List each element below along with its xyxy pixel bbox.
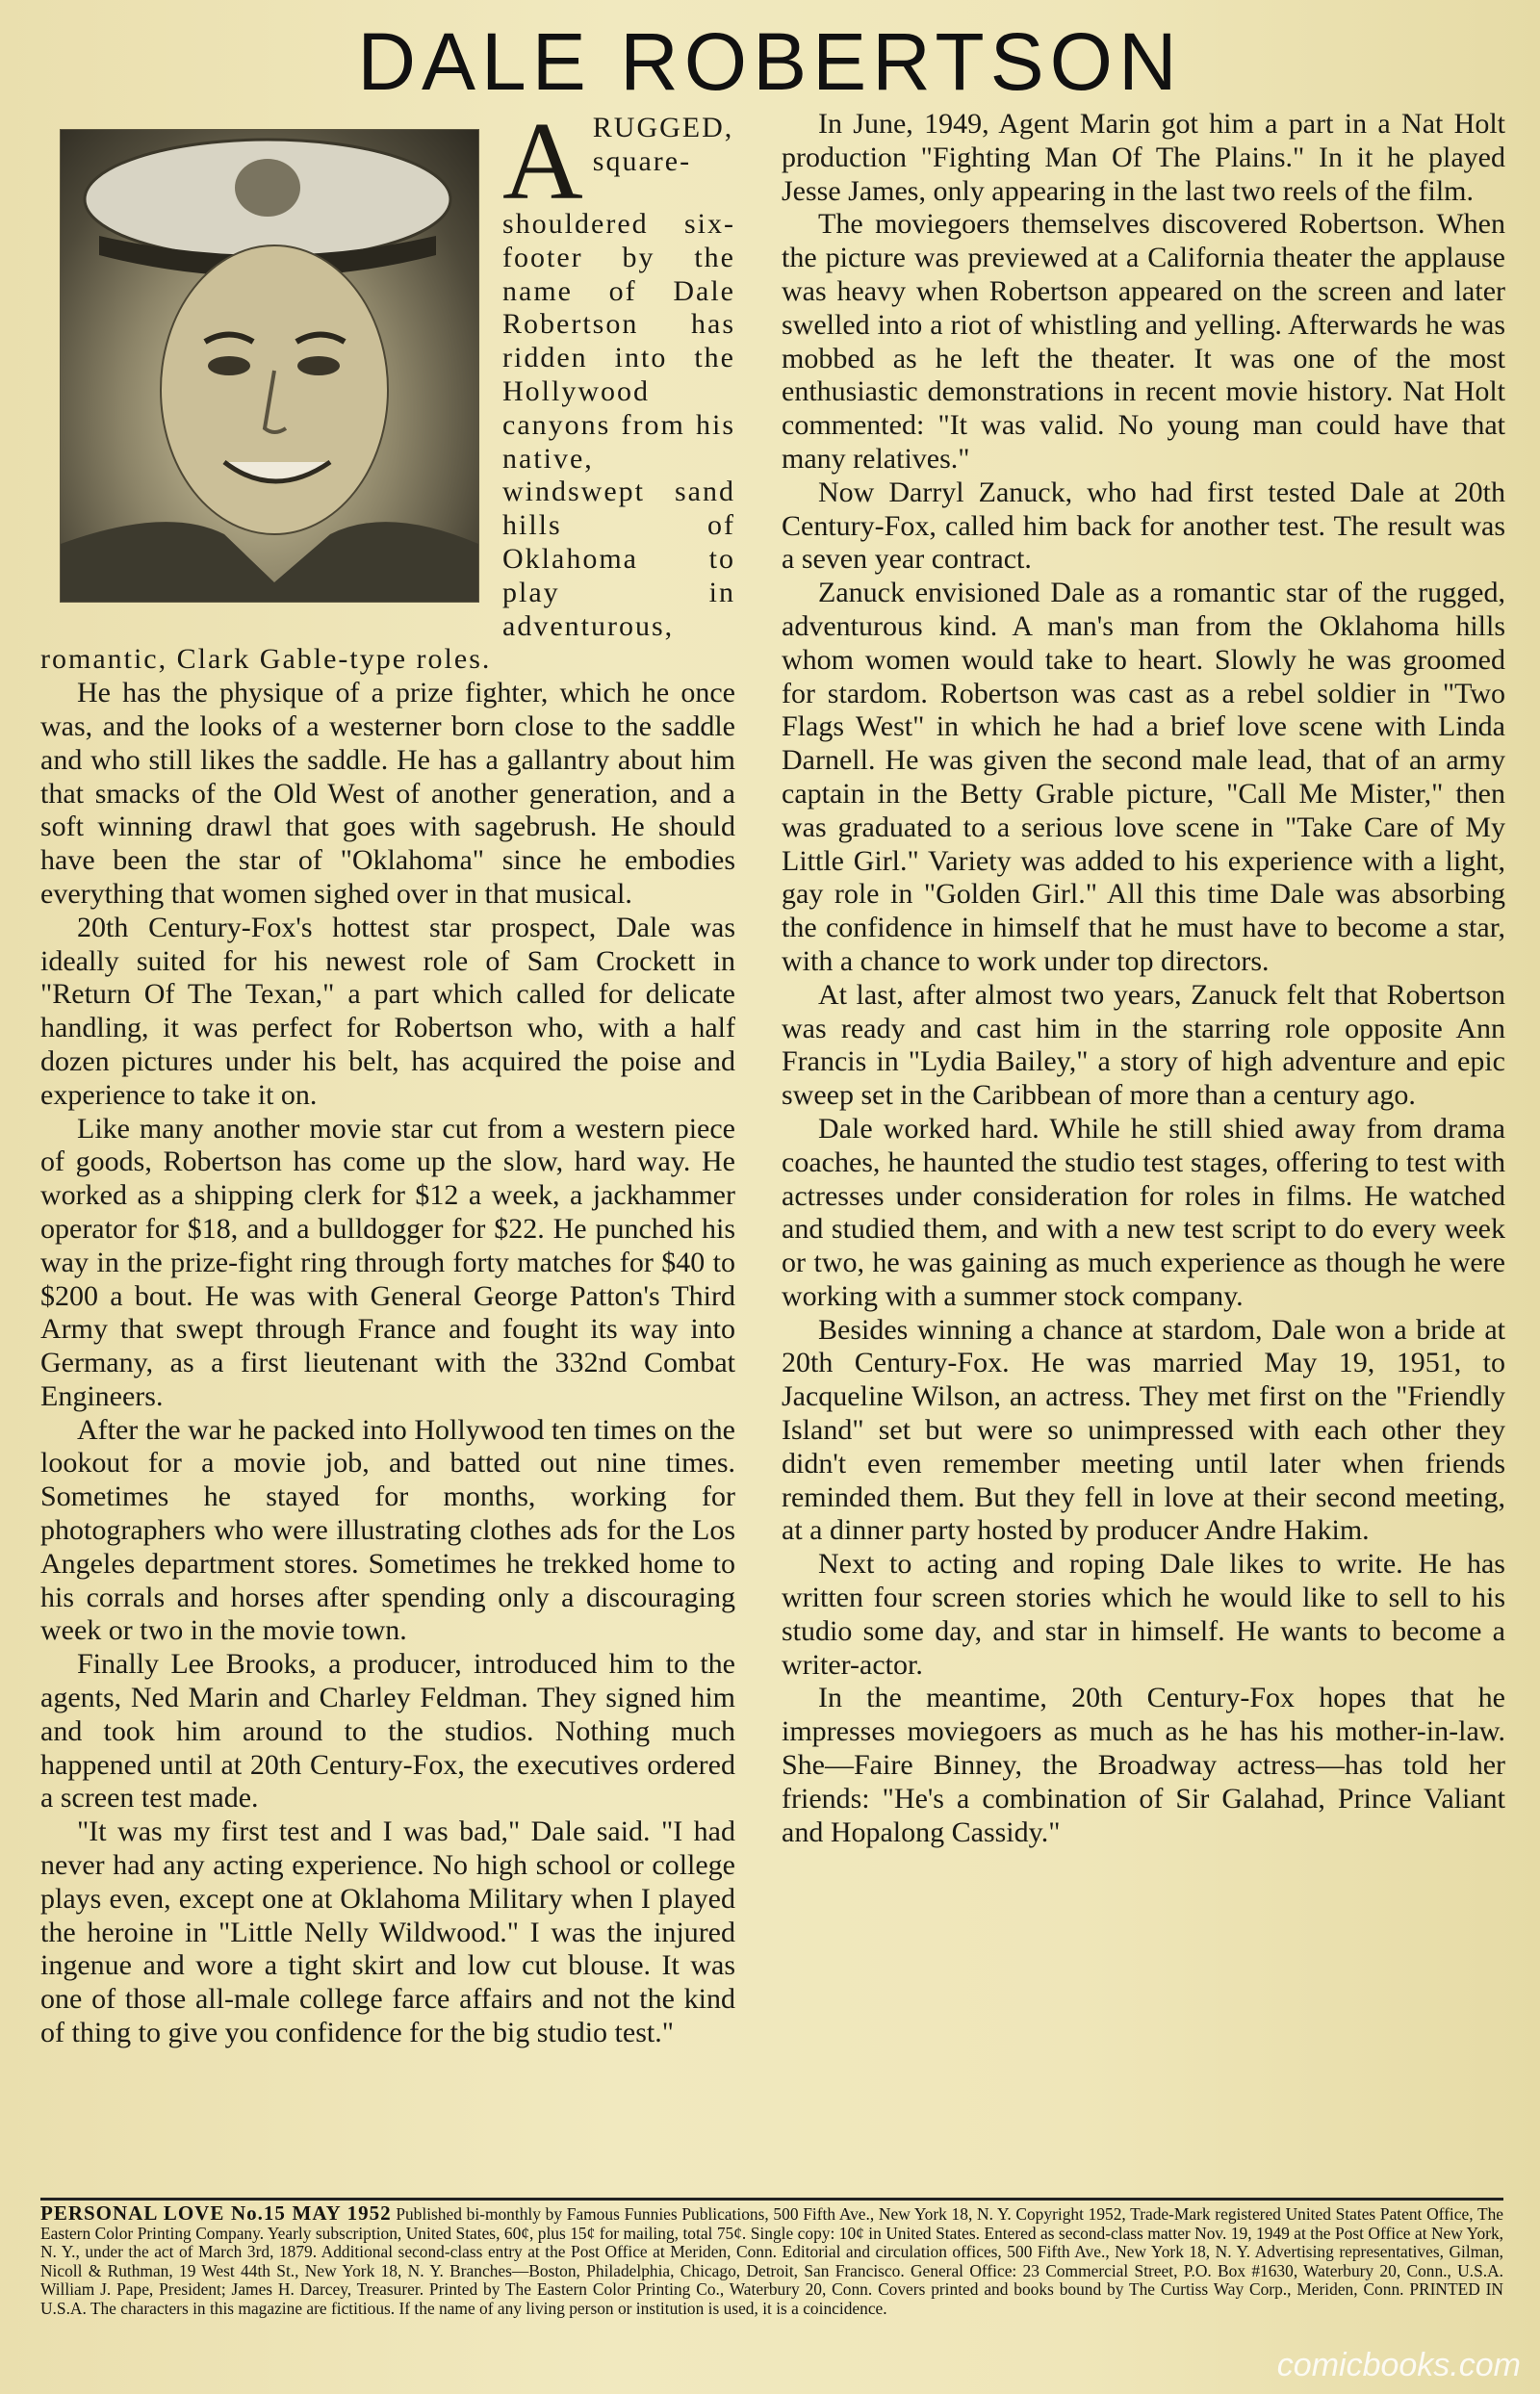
paragraph: Dale worked hard. While he still shied away from drama coaches, he haunted the studio test stages, offering to test with actresses under consideration for roles in films. He watched and studied them, and with a new test script to do every week or two, he was gaining as much experience as though he were working with a summer stock company. — [782, 1112, 1505, 1312]
paragraph: Besides winning a chance at stardom, Dale won a bride at 20th Century-Fox. He was married May 19, 1951, to Jacqueline Wilson, an actress. They met first on the "Friendly Island" set but were so unimpressed with each other they didn't even remember meeting until later when friends reminded them. But they fell in love at their second meeting, at a dinner party hosted by producer Andre Hakim. — [782, 1313, 1505, 1547]
paragraph: Finally Lee Brooks, a producer, introduced him to the agents, Ned Marin and Charley Feldman. They signed him and took him around to the studios. Nothing much happened until at 20th Century-Fox, the executives ordered a screen test made. — [40, 1648, 735, 1815]
paragraph: Now Darryl Zanuck, who had first tested Dale at 20th Century-Fox, called him back for another test. The result was a seven year contract. — [782, 476, 1505, 576]
article-title: DALE ROBERTSON — [357, 16, 1183, 107]
paragraph: "It was my first test and I was bad," Dale said. "I had never had any acting experience. No high school or college plays even, except one at Oklahoma Military when I played the heroine in "Little Nelly Wildwood." I was the injured ingenue and wore a tight skirt and low cut blouse. It was one of those all-male college farce affairs and not the kind of thing to give you confidence for the big studio test." — [40, 1815, 735, 2049]
drop-cap: A — [502, 100, 583, 223]
paragraph: Like many another movie star cut from a western piece of goods, Robertson has come up the slow, hard way. He worked as a shipping clerk for $12 a week, a jackhammer operator for $18, and a bulldogger for $22. He punched his way in the prize-fight ring through forty matches for $40 to $200 a bout. He was with General George Patton's Third Army that swept through France and fought its way into Germany, as a first lieutenant with the 332nd Combat Engineers. — [40, 1112, 735, 1412]
paragraph: 20th Century-Fox's hottest star prospect, Dale was ideally suited for his newest role of Sam Crockett in "Return Of The Texan," a part which called for delicate handling, it was perfect for Robertson who, with a half dozen pictures under his belt, has acquired the poise and experience to take it on. — [40, 911, 735, 1111]
paragraph: In June, 1949, Agent Marin got him a part in a Nat Holt production "Fighting Man Of The Plains." In it he played Jesse James, only appearing in the last two reels of the film. — [782, 108, 1505, 207]
watermark: comicbooks.com — [1276, 2347, 1521, 2383]
paragraph: Next to acting and roping Dale likes to write. He has written four screen stories which he would like to sell to his studio some day, and star in himself. He wants to become a writer-actor. — [782, 1548, 1505, 1681]
indicia-text: Published bi-monthly by Famous Funnies Publications, 500 Fifth Ave., New York 18, N. Y. Copyright 1952, Trade-Mark registered United States Patent Office, The Eastern Color Printing Company. Yearly subscription, United States, 60¢, plus 15¢ for mailing, total 75¢. Single copy: 10¢ in United States. Entered as second-class matter Nov. 19, 1949 at the Post Office at New York, N. Y., under the act of March 3rd, 1879. Additional second-class entry at the Post Office at Meriden, Conn. Editorial and circulation offices, 500 Fifth Ave., New York 18, N. Y. Advertising representatives, Gilman, Nicoll & Ruthman, 19 West 44th St., New York 18, N. Y. Branches—Boston, Philadelphia, Chicago, Detroit, San Francisco. General Office: 23 Commercial Street, P.O. Box #1630, Waterbury 20, Conn., U.S.A. William J. Pape, President; James H. Darcey, Treasurer. Printed by The Eastern Color Printing Co., Waterbury 20, Conn. Covers printed and books bound by The Curtiss Way Corp., Meriden, Conn. PRINTED IN U.S.A. The characters in this magazine are fictitious. If the name of any living person or institution is used, it is a coincidence. — [40, 2204, 1503, 2318]
article-intro: RUGGED, square-shouldered six-footer by the name of Dale Robertson has ridden into the Hollywood canyons from his native, windswept sand hills of Oklahoma to play in adventurous, romantic, Clark Gable-type roles. — [40, 112, 735, 676]
left-column — [40, 100, 735, 2050]
portrait-photo — [60, 129, 479, 603]
paragraph: The moviegoers themselves discovered Robertson. When the picture was previewed at a California theater the applause was heavy when Robertson appeared on the screen and later swelled into a riot of whistling and yelling. Afterwards he was mobbed as he left the theater. It was one of the most enthusiastic demonstrations in recent movie history. Nat Holt commented: "It was valid. No young man could have that many relatives." — [782, 208, 1505, 475]
publication-indicia — [40, 2198, 1503, 2318]
masthead: PERSONAL LOVE No.15 MAY 1952 — [40, 2201, 392, 2225]
paragraph: He has the physique of a prize fighter, which he once was, and the looks of a westerner born close to the saddle and who still likes the saddle. He has a gallantry about him that smacks of the Old West of another generation, and a soft winning drawl that goes with sagebrush. He should have been the star of "Oklahoma" since he embodies everything that women sighed over in that musical. — [40, 677, 735, 910]
paragraph: At last, after almost two years, Zanuck felt that Robertson was ready and cast him in the starring role opposite Ann Francis in "Lydia Bailey," a story of high adventure and epic sweep set in the Caribbean of more than a century ago. — [782, 978, 1505, 1112]
paragraph: After the war he packed into Hollywood ten times on the lookout for a movie job, and batted out nine times. Sometimes he stayed for months, working for photographers who were illustrating clothes ads for the Los Angeles department stores. Sometimes he trekked home to his corrals and horses after spending only a discouraging week or two in the movie town. — [40, 1413, 735, 1647]
paragraph: In the meantime, 20th Century-Fox hopes that he impresses moviegoers as much as he has his mother-in-law. She—Faire Binney, the Broadway actress—has told her friends: "He's a combination of Sir Galahad, Prince Valiant and Hopalong Cassidy." — [782, 1682, 1505, 1848]
right-column — [782, 108, 1505, 1849]
portrait-illustration — [61, 130, 478, 602]
paragraph: Zanuck envisioned Dale as a romantic star of the rugged, adventurous kind. A man's man from the Oklahoma hills whom women would take to heart. Slowly he was groomed for stardom. Robertson was cast as a rebel soldier in "Two Flags West" in which he had a brief love scene with Linda Darnell. He was given the second male lead, that of an army captain in the Betty Grable picture, "Call Me Mister," then was graduated to a serious love scene in "Take Care of My Little Girl." Variety was added to his experience with a light, gay role in "Golden Girl." All this time Dale was absorbing the confidence in himself that he must have to become a star, with a chance to work under top directors. — [782, 577, 1505, 977]
